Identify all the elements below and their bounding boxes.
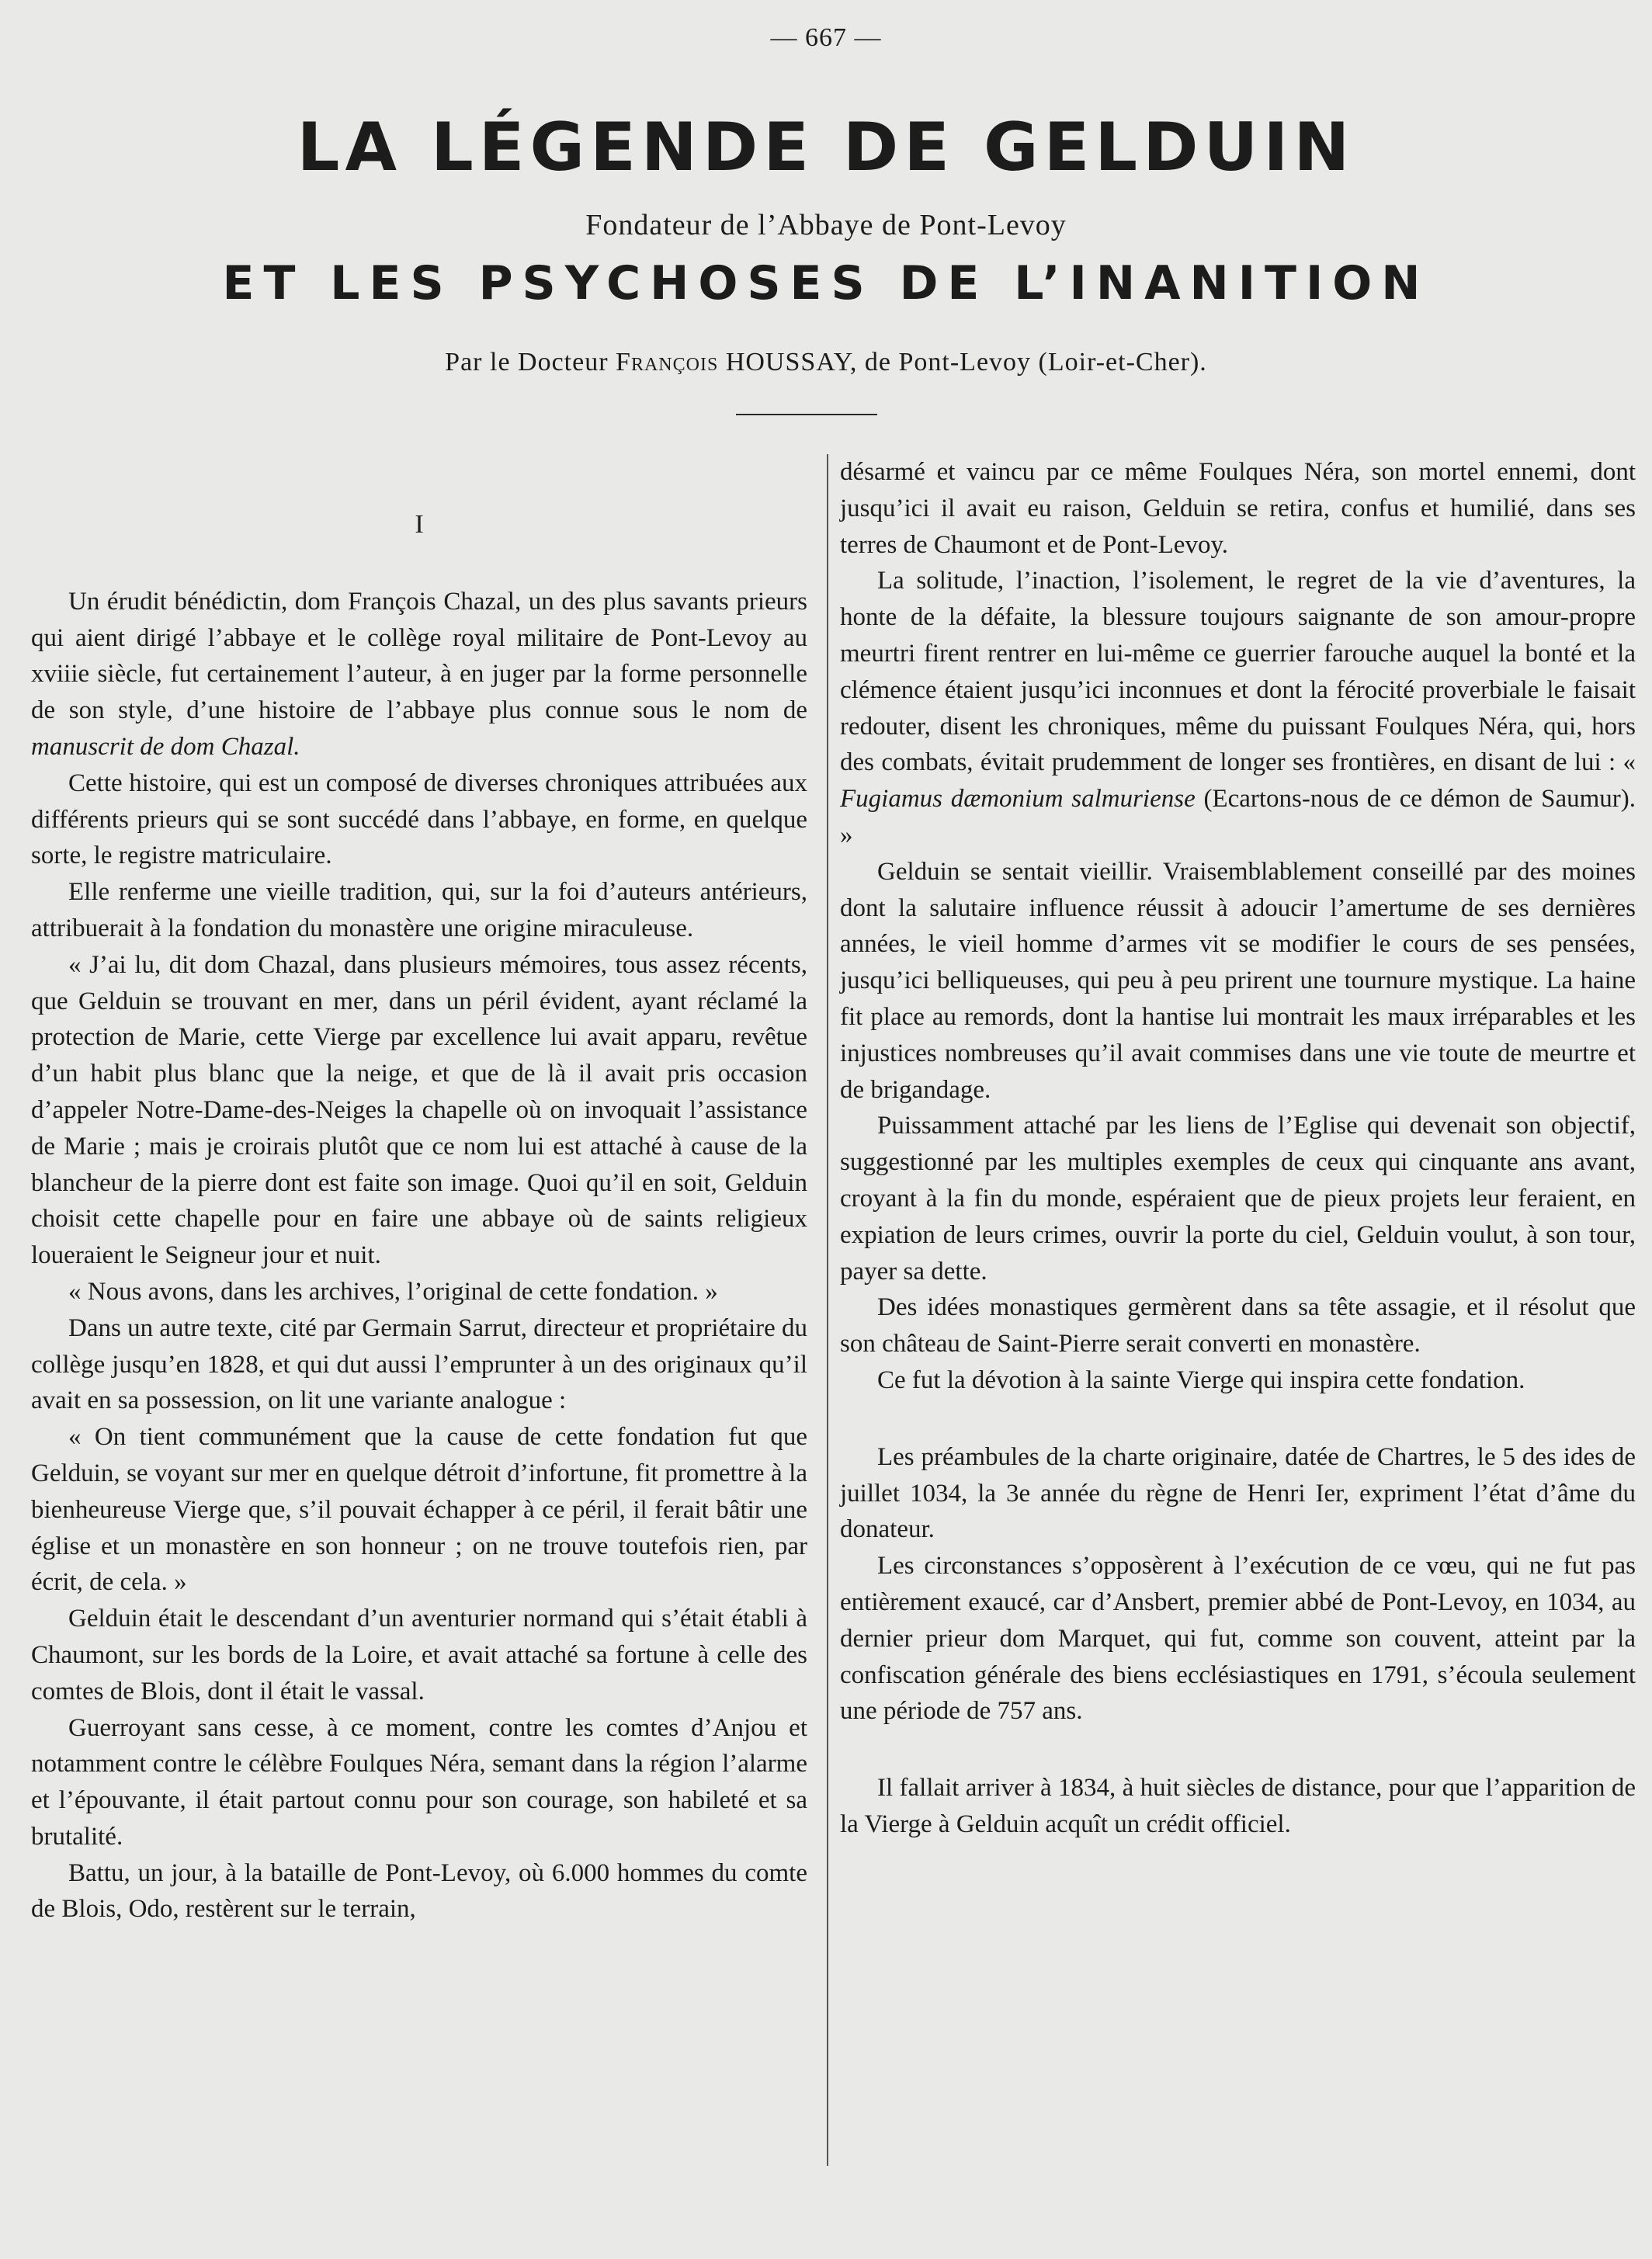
article-title: LA LÉGENDE DE GELDUIN bbox=[297, 109, 1355, 186]
latin-quote: Fugiamus dæmonium salmuriense bbox=[840, 785, 1196, 814]
paragraph bbox=[840, 563, 1636, 853]
paragraph: Il fallait arriver à 1834, à huit siècles de distance, pour que l’apparition de la Vierge à Gelduin acquît un crédit officiel. bbox=[840, 1774, 1636, 1838]
title-rule bbox=[736, 414, 877, 415]
paragraph: Guerroyant sans cesse, à ce moment, contre les comtes d’Anjou et notamment contre le célèbre Foulques Néra, semant dans la région l’alarme et l’épouvante, il était partout connu pour son courage, son habileté et sa brutalité. bbox=[31, 1713, 807, 1851]
section-number: I bbox=[415, 510, 424, 539]
paragraph: Gelduin se sentait vieillir. Vraisemblablement conseillé par des moines dont la salutaire influence réussit à adoucir l’amertume de ses dernières années, le vieil homme d’armes vit se modifier le cours de ses pensées, jusqu’ici belliqueuses, qui peu à peu prirent une tournure mystique. La haine fit place au remords, dont la hantise lui montrait les maux irréparables et les injustices nombreuses qu’il avait commises dans une vie toute de meurtre et de brigandage. bbox=[840, 857, 1636, 1104]
author-byline bbox=[0, 348, 1652, 377]
byline-suffix: , de Pont-Levoy (Loir-et-Cher). bbox=[849, 348, 1207, 376]
paragraph: Battu, un jour, à la bataille de Pont-Levoy, où 6.000 hommes du comte de Blois, Odo, restèrent sur le terrain, bbox=[31, 1858, 807, 1924]
paragraph: Dans un autre texte, cité par Germain Sarrut, directeur et propriétaire du collège jusqu’en 1828, et qui dut aussi l’emprunter à un des originaux qu’il avait en sa possession, on lit une variante analogue : bbox=[31, 1313, 808, 1415]
quotation-paragraph: « Nous avons, dans les archives, l’original de cette fondation. » bbox=[68, 1277, 718, 1306]
paragraph: Gelduin était le descendant d’un aventurier normand qui s’était établi à Chaumont, sur les bords de la Loire, et avait attaché sa fortune à celle des comtes de Blois, dont il était le vassal. bbox=[31, 1605, 807, 1706]
quotation-paragraph: « On tient communément que la cause de cette fondation fut que Gelduin, se voyant sur mer en quelque détroit d’infortune, fit promettre à la bienheureuse Vierge que, s’il pouvait échapper à ce péril, il ferait bâtir une église et un monastère en son honneur ; on ne trouve toutefois rien, par écrit, de cela. » bbox=[31, 1423, 807, 1597]
quotation-paragraph: « J’ai lu, dit dom Chazal, dans plusieurs mémoires, tous assez récents, que Gelduin se trouvant en mer, dans un péril évident, ayant réclamé la protection de Marie, cette Vierge par excellence lui avait apparu, revêtue d’un habit plus blanc que la neige, et que de là il avait pris occasion d’appeler Notre-Dame-des-Neiges la chapelle où on invoquait l’assistance de Marie ; mais je croirais plutôt que ce nom lui est attaché à cause de la blancheur de la pierre dont est faite son image. Quoi qu’il en soit, Gelduin choisit cette chapelle pour en faire une abbaye où de saints religieux loueraient le Seigneur jour et nuit. bbox=[31, 950, 807, 1270]
paragraph: Elle renferme une vieille tradition, qui, sur la foi d’auteurs antérieurs, attribuerait à la fondation du monastère une origine miraculeuse. bbox=[31, 878, 807, 942]
paragraph-text: Un érudit bénédictin, dom François Chazal, un des plus savants prieurs qui aient dirigé l’abbaye et le collège royal militaire de Pont-Levoy au xviiie siècle, fut certainement l’auteur, à en juger par la forme personnelle de son style, d’une histoire de l’abbaye plus connue sous le nom de bbox=[31, 587, 807, 725]
manuscript-title: manuscrit de dom Chazal. bbox=[31, 732, 300, 761]
paragraph-continued: désarmé et vaincu par ce même Foulques Néra, son mortel ennemi, dont jusqu’ici il avait eu raison, Gelduin se retira, confus et humilié, dans ses terres de Chaumont et de Pont-Levoy. bbox=[840, 458, 1636, 559]
author-first-name: François bbox=[616, 348, 719, 376]
article-subtitle: Fondateur de l’Abbaye de Pont-Levoy bbox=[585, 209, 1067, 241]
column-divider bbox=[827, 454, 828, 2166]
paragraph: Les préambules de la charte originaire, datée de Chartres, le 5 des ides de juillet 1034, la 3e année du règne de Henri Ier, expriment l’état d’âme du donateur. bbox=[840, 1442, 1636, 1544]
right-column bbox=[840, 454, 1636, 1843]
paragraph: Les circonstances s’opposèrent à l’exécution de ce vœu, qui ne fut pas entièrement exaucé, car d’Ansbert, premier abbé de Pont-Levoy, en 1034, au dernier prieur dom Marquet, qui fut, comme son couvent, atteint par la confiscation générale des biens ecclésiastiques en 1791, s’écoula seulement une période de 757 ans. bbox=[840, 1552, 1636, 1726]
paragraph: Des idées monastiques germèrent dans sa tête assagie, et il résolut que son château de Saint-Pierre serait converti en monastère. bbox=[840, 1293, 1636, 1359]
left-column bbox=[31, 454, 807, 1928]
paragraph bbox=[31, 584, 807, 765]
paragraph: Ce fut la dévotion à la sainte Vierge qui inspira cette fondation. bbox=[877, 1365, 1525, 1394]
paragraph: Cette histoire, qui est un composé de diverses chroniques attribuées aux différents prieurs qui se sont succédé dans l’abbaye, en forme, en quelque sorte, le registre matriculaire. bbox=[31, 769, 807, 870]
quote-open: « bbox=[1622, 748, 1636, 777]
page-number: — 667 — bbox=[770, 23, 882, 52]
paragraph: Puissamment attaché par les liens de l’Eglise qui devenait son objectif, suggestionné par les multiples exemples de ceux qui cinquante ans avant, croyant à la fin du monde, espéraient que de pieux projets leur feraient, en expiation de leurs crimes, ouvrir la porte du ciel, Gelduin voulut, à son tour, payer sa dette. bbox=[840, 1112, 1636, 1286]
byline-prefix: Par le Docteur bbox=[445, 348, 609, 376]
author-last-name: HOUSSAY bbox=[725, 348, 850, 376]
article-title-continued: ET LES PSYCHOSES DE L’INANITION bbox=[222, 256, 1430, 311]
paragraph-text: La solitude, l’inaction, l’isolement, le regret de la vie d’aventures, la honte de la défaite, la blessure toujours saignante de son amour-propre meurtri firent rentrer en lui-même ce guerrier farouche auquel la bonté et la clémence étaient jusqu’ici inconnues et dont la férocité proverbiale le faisait redouter, disent les chroniques, même du puissant Foulques Néra, qui, hors des combats, évitait prudemment de longer ses frontières, en disant de lui : bbox=[840, 567, 1636, 777]
quote-translation: (Ecartons-nous de ce démon de Saumur). » bbox=[840, 785, 1636, 849]
